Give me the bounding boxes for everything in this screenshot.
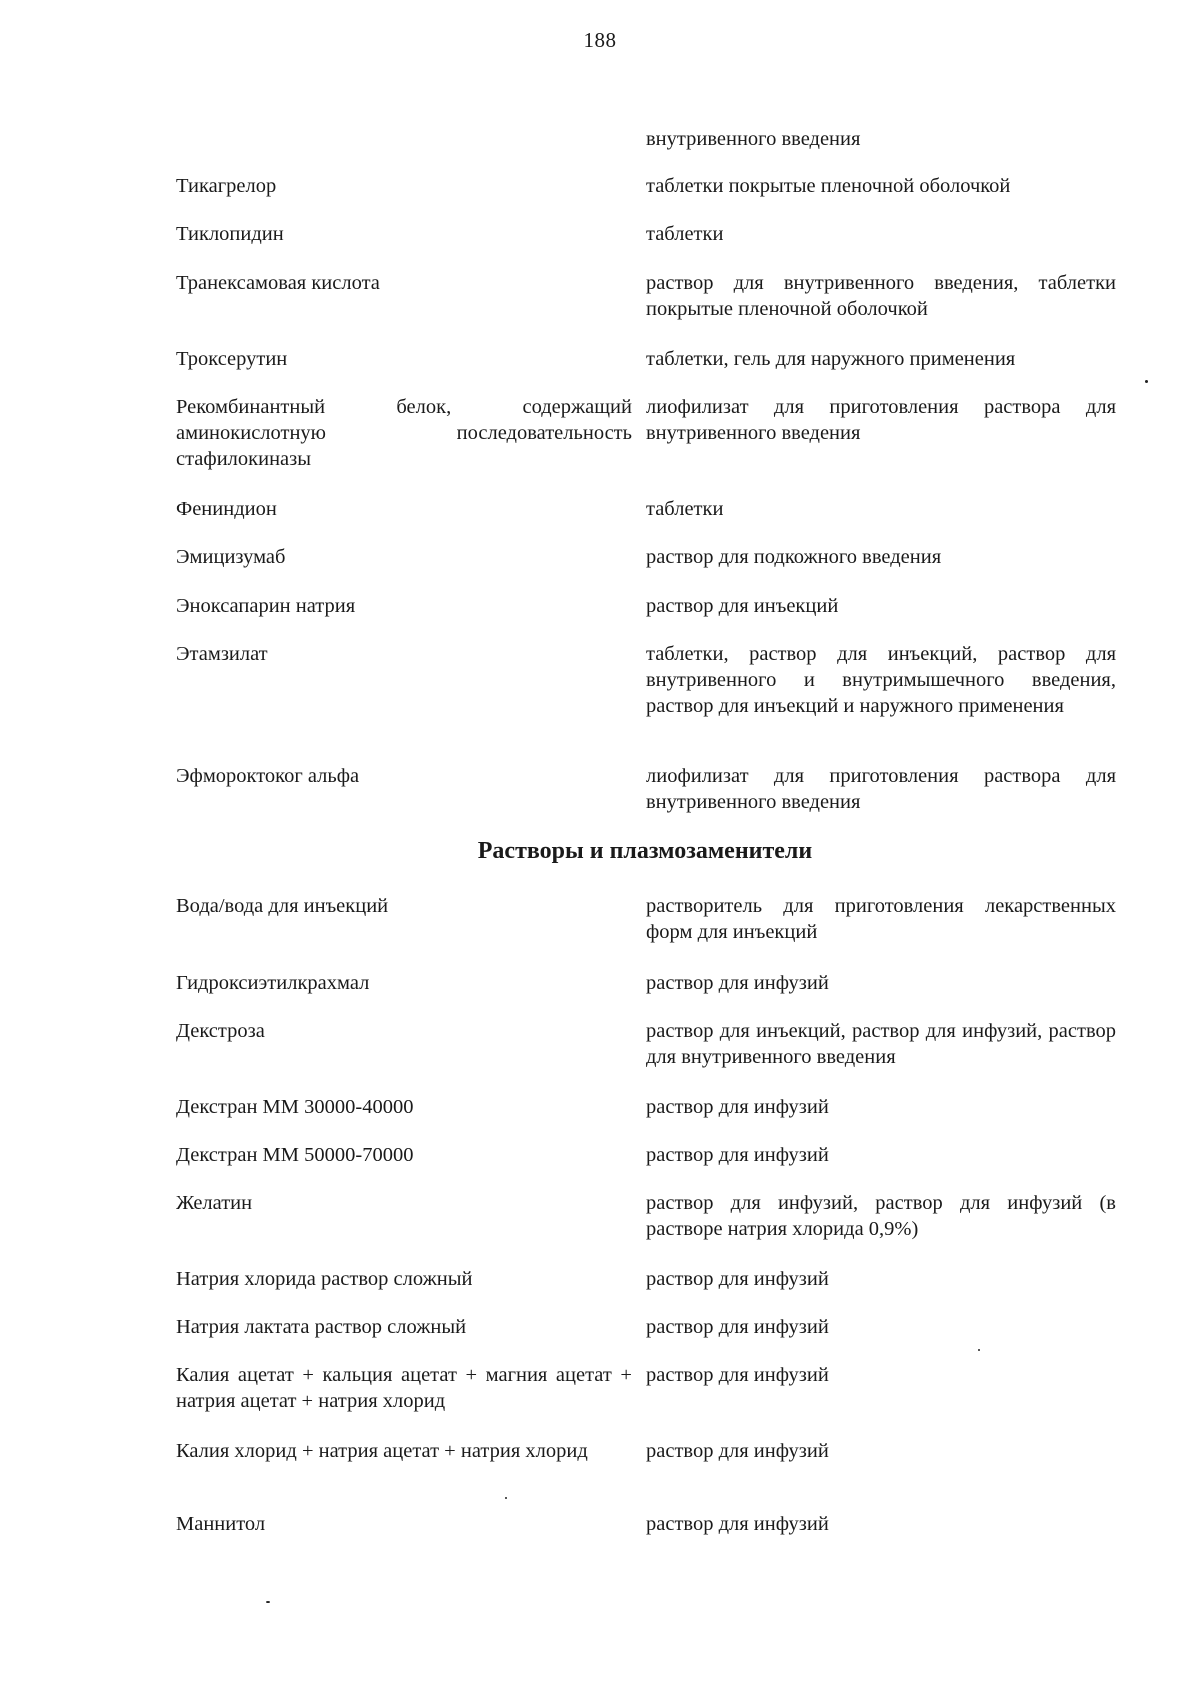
drug-name: Декстран ММ 50000-70000 (176, 1144, 414, 1166)
drug-name: Тикагрелор (176, 175, 277, 197)
drug-form: таблетки, раствор для инъекций, раствор для внутривенного и внутримышечного введения, раствор для инъекций и наружного применения (646, 643, 1116, 717)
drug-name: Вода/вода для инъекций (176, 895, 389, 917)
drug-name: Натрия хлорида раствор сложный (176, 1268, 473, 1290)
drug-name: Эмицизумаб (176, 546, 286, 568)
drug-name: Эноксапарин натрия (176, 595, 356, 617)
drug-form: внутривенного введения (646, 128, 861, 150)
scan-speck (1145, 380, 1148, 383)
drug-form: растворитель для приготовления лекарственных форм для инъекций (646, 895, 1116, 943)
drug-name: Натрия лактата раствор сложный (176, 1316, 467, 1338)
drug-name: Рекомбинантный белок, содержащий аминокислотную последовательность стафилокиназы (176, 396, 632, 470)
drug-form: раствор для инъекций, раствор для инфузий, раствор для внутривенного введения (646, 1020, 1116, 1068)
drug-form: таблетки покрытые пленочной оболочкой (646, 175, 1011, 197)
drug-form: раствор для инфузий (646, 1268, 829, 1290)
drug-name: Эфмороктоког альфа (176, 765, 360, 787)
drug-name: Этамзилат (176, 643, 268, 665)
drug-name: Желатин (176, 1192, 253, 1214)
drug-form: раствор для инъекций (646, 595, 839, 617)
drug-form: раствор для подкожного введения (646, 546, 942, 568)
drug-form: раствор для инфузий (646, 1440, 829, 1462)
drug-name: Гидроксиэтилкрахмал (176, 972, 370, 994)
drug-form: раствор для инфузий (646, 972, 829, 994)
drug-name: Калия ацетат + кальция ацетат + магния ацетат + натрия ацетат + натрия хлорид (176, 1364, 632, 1412)
drug-name: Декстран ММ 30000-40000 (176, 1096, 414, 1118)
drug-form: раствор для инфузий (646, 1316, 829, 1338)
drug-form: таблетки (646, 498, 724, 520)
drug-name: Калия хлорид + натрия ацетат + натрия хлорид (176, 1440, 588, 1462)
section-heading: Растворы и плазмозаменители (477, 838, 813, 864)
page-number: 188 (583, 28, 617, 52)
drug-name: Декстроза (176, 1020, 265, 1042)
drug-form: раствор для инфузий (646, 1364, 829, 1386)
drug-form: раствор для инфузий, раствор для инфузий (в растворе натрия хлорида 0,9%) (646, 1192, 1116, 1240)
scan-speck (266, 1601, 270, 1603)
drug-form: раствор для инфузий (646, 1096, 829, 1118)
scan-speck (505, 1497, 507, 1499)
drug-form: лиофилизат для приготовления раствора для внутривенного введения (646, 396, 1116, 444)
drug-name: Маннитол (176, 1513, 266, 1535)
drug-form: раствор для инфузий (646, 1513, 829, 1535)
drug-form: лиофилизат для приготовления раствора для внутривенного введения (646, 765, 1116, 813)
drug-form: таблетки (646, 223, 724, 245)
drug-form: раствор для внутривенного введения, таблетки покрытые пленочной оболочкой (646, 272, 1116, 320)
drug-name: Тиклопидин (176, 223, 284, 245)
drug-name: Троксерутин (176, 348, 288, 370)
drug-name: Транексамовая кислота (176, 272, 380, 294)
drug-name: Фениндион (176, 498, 277, 520)
drug-form: таблетки, гель для наружного применения (646, 348, 1016, 370)
scan-speck (978, 1349, 980, 1351)
drug-form: раствор для инфузий (646, 1144, 829, 1166)
